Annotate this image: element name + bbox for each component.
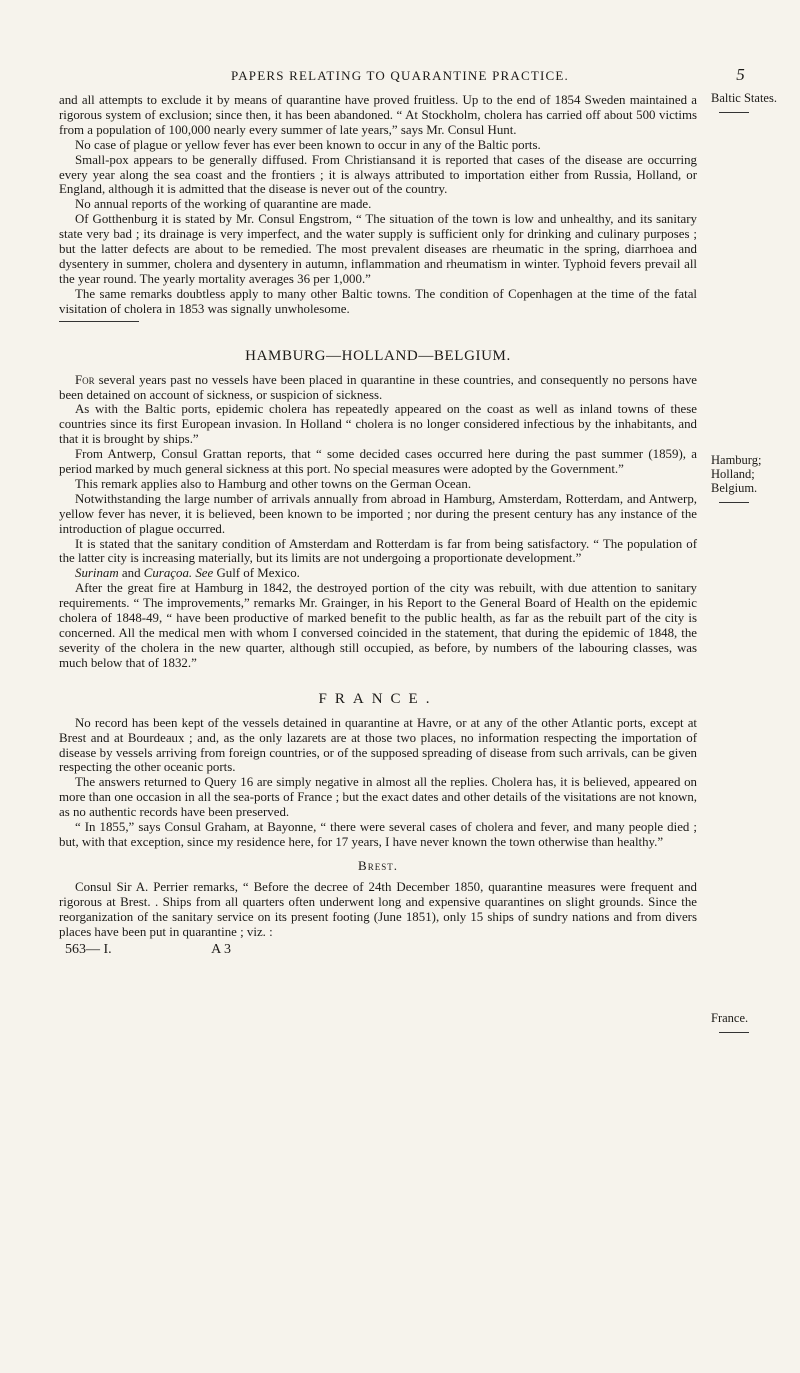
cross-reference: Surinam and Curaçoa. See Gulf of Mexico.: [75, 566, 300, 581]
paragraph: The same remarks doubtless apply to many other Baltic towns. The condition of Copenhagen at the time of the fatal visitation of cholera in 1853 was signally unwholesome.: [59, 286, 697, 316]
paragraph: Notwithstanding the large number of arrivals annually from abroad in Hamburg, Amsterdam, Rotterdam, and Antwerp, yellow fever has never, it is believed, been known to be imported ; nor during the present century has any instance of the introduction of plague occurred.: [59, 491, 697, 536]
page-number: 5: [736, 65, 746, 84]
paragraph: and all attempts to exclude it by means of quarantine have proved fruitless. Up to the end of 1854 Sweden maintained a rigorous system of exclusion; since then, it has been abandoned. “ At Stockholm, cholera has carried off about 500 victims from a population of 100,000 nearly every summer of late years,” says Mr. Consul Hunt.: [59, 93, 697, 137]
paragraph: No annual reports of the working of quarantine are made.: [75, 197, 372, 212]
paragraph: For several years past no vessels have been placed in quarantine in these countries, and consequently no persons have been detained on account of sickness, or suspicion of sickness.: [59, 372, 697, 402]
sheet-mark: A 3: [211, 941, 232, 957]
margin-note-france: France.: [711, 1011, 749, 1033]
section-title-hamburg: HAMBURG—HOLLAND—BELGIUM.: [245, 347, 511, 364]
paragraph: This remark applies also to Hamburg and other towns on the German Ocean.: [75, 476, 472, 491]
paragraph: Of Gotthenburg it is stated by Mr. Consul Engstrom, “ The situation of the town is low and unhealthy, and its sanitary state very bad ; its drainage is very imperfect, and the water supply is sufficient only for drinking and culinary purposes ; but the latter defects are about to be remedied. The most prevalent diseases are rheumatic in the spring, diarrhoea and dysentery in summer, cholera and dysentery in autumn, inflammation and rheumatism in winter. Typhoid fevers prevail all the year round. The yearly mortality averages 36 per 1,000.”: [59, 212, 697, 286]
paragraph: The answers returned to Query 16 are simply negative in almost all the replies. Cholera has, it is believed, appeared on more than one occasion in all the sea-ports of France ; but the exact dates and other details of the visitations are not known, as no authentic records have been preserved.: [59, 775, 697, 820]
main-text: [59, 93, 697, 958]
margin-rule: [719, 112, 749, 113]
paragraph: Consul Sir A. Perrier remarks, “ Before the decree of 24th December 1850, quarantine measures were frequent and rigorous at Brest. . Ships from all quarters often underwent long and expensive quarantines on slight grounds. Since the reorganization of the sanitary service on its present footing (June 1851), only 15 ships of sundry nations and from divers places have been put in quarantine ; viz. :: [59, 879, 697, 939]
signature-line: [59, 942, 697, 958]
signature-mark: 563— I.: [65, 941, 112, 957]
lead-word: For: [75, 372, 95, 387]
section-title-france: FRANCE.: [318, 690, 438, 707]
margin-rule: [719, 502, 749, 503]
paragraph: Small-pox appears to be generally diffused. From Christiansand it is reported that cases of the disease are occurring every year along the sea coast and the frontiers ; it is always attributed to importation either from Russia, Holland, or England, although it is admitted that the disease is never out of the country.: [59, 152, 697, 197]
paragraph: As with the Baltic ports, epidemic cholera has repeatedly appeared on the coast as well as inland towns of these countries since its first European invasion. In Holland “ cholera is no longer considered infectious by the inhabitants, and that it is brought by ships.”: [59, 402, 697, 447]
header-title: PAPERS RELATING TO QUARANTINE PRACTICE.: [230, 68, 569, 83]
margin-note-baltic: Baltic States.: [711, 91, 777, 113]
margin-note-hamburg: Hamburg; Holland; Belgium.: [711, 453, 761, 503]
paragraph: No record has been kept of the vessels detained in quarantine at Havre, or at any of the other Atlantic ports, except at Brest and at Bourdeaux ; and, as the only lazarets are at those two places, no information respecting the importation of disease by vessels arriving from foreign countries, or of the supposed spreading of disease from such arrivals, can be given respecting the other oceanic ports.: [59, 715, 697, 775]
paragraph: It is stated that the sanitary condition of Amsterdam and Rotterdam is far from being satisfactory. “ The population of the latter city is increasing materially, but its limits are not undergoing a proportionate development.”: [59, 536, 697, 566]
paragraph: “ In 1855,” says Consul Graham, at Bayonne, “ there were several cases of cholera and fever, and many people died ; but, with that exception, since my residence here, for 17 years, I have never known the town otherwise than healthy.”: [59, 820, 697, 849]
subsection-title-brest: Brest.: [358, 857, 398, 873]
section-end-rule: [59, 321, 139, 322]
paragraph: From Antwerp, Consul Grattan reports, that “ some decided cases occurred here during the past summer (1859), a period marked by much general sickness at this port. No special measures were adopted by the Government.”: [59, 447, 697, 477]
running-header: [60, 65, 746, 84]
paragraph: No case of plague or yellow fever has ever been known to occur in any of the Baltic ports.: [75, 137, 541, 152]
paragraph: After the great fire at Hamburg in 1842, the destroyed portion of the city was rebuilt, with due attention to sanitary requirements. “ The improvements,” remarks Mr. Grainger, in his Report to the General Board of Health on the epidemic cholera of 1848-49, “ have been productive of marked benefit to the public health, as far as the rebuilt part of the city is concerned. All the medical men with whom I conversed coincided in the statement, that during the epidemic of 1848, the severity of the cholera in the new quarter, although still occupied, as before, by numbers of the labouring classes, was much below that of 1832.”: [59, 581, 697, 670]
margin-rule: [719, 1032, 749, 1033]
